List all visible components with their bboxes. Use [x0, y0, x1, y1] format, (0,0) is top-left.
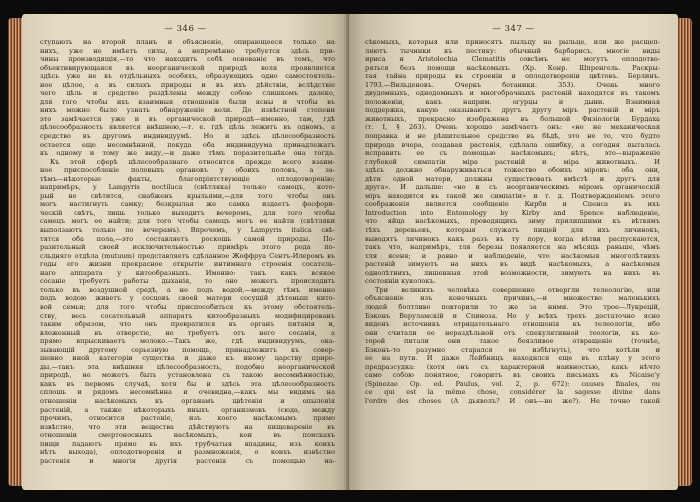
text-line: глубокой симпатіи міра растеній и міра животныхъ. И — [365, 157, 660, 166]
text-line: остается еще несомнѣнной, покуда оба индивидуума принадлежатъ — [40, 140, 335, 149]
text-line: поправка и не рѣшительное средство въ бѣдѣ, это не то, что будто — [365, 132, 660, 141]
text-line: для того чтобы ихъ взаимныя отношенія были ясны и чтобы въ — [40, 97, 335, 106]
text-line: 1793.—Вильденовъ. Очеркъ ботаники. 353). Очень много — [365, 80, 660, 89]
text-line: здѣсь должно обнаруживаться тожество обоихъ міровъ: оба они, — [365, 166, 660, 175]
text-line: цѣлесообразность является внѣшнею,—т. е. гдѣ цѣль лежитъ въ одномъ, а — [40, 123, 335, 132]
text-line: l'ordre des choses (А дьяволъ? И онъ—не же?). Не точно такой — [365, 396, 660, 405]
text-line: прочимъ, относится растеніе, изъ коего насѣкомымъ прямо — [40, 414, 335, 423]
text-line: зывающій другому серьезную помощь, принадлежитъ къ совер- — [40, 345, 335, 354]
text-line: наго аппарата у китообразныхъ. Именно: такъ какъ всякое — [40, 268, 335, 277]
text-line: къ одному и тому же виду,—и даже тѣмъ поразительнѣе она тогда. — [40, 149, 335, 158]
text-line: Бэконъ Веруламскій и Спиноза. Но у всѣхъ трехъ достаточно ясно — [365, 311, 660, 320]
text-line: животныхъ, прекрасно изображена въ большой Физіологіи Бурдаха — [365, 114, 660, 123]
text-line: само собою понятное, говоритъ въ своихъ письмахъ къ Nicaise'у — [365, 371, 660, 380]
open-book — [8, 10, 692, 494]
text-line: это замѣчается уже и въ органической природѣ—именно, там, гдѣ — [40, 114, 335, 123]
text-line: они считали ее нераздѣльной отъ спекулятивной теологіи, къ ко- — [365, 328, 660, 337]
text-line: растенія и многія другія растенія съ помощью на- — [40, 456, 335, 465]
text-line: какъ въ первомъ случаѣ, хотя бы и здѣсь эта цѣлесообразность — [40, 379, 335, 388]
text-line: ступають на второй планъ и объясненіе, опирающееся только на — [40, 38, 335, 46]
left-page — [22, 14, 349, 490]
text-line: природа вчера, создавая растенія, сдѣлала ошибку, а сегодня пыталась — [365, 140, 660, 149]
text-line: тѣхъ деревьевъ, которыя служатъ пищей для ихъ личинокъ, — [365, 226, 660, 235]
text-line: ное цѣлое, а въ силахъ природы и въ ихъ дѣйствіи, вслѣдствіе — [40, 80, 335, 89]
text-line: подъ водою живетъ у сосцовъ своей матери сосущій дѣтеныш кито- — [40, 294, 335, 303]
text-line: друга». И дальше: «но и съ неорганическимъ міромъ органическій — [365, 183, 660, 192]
text-line: нѣтъ выхода), оплодотворенія и размноженія, о коихъ извѣстно — [40, 448, 335, 457]
text-line: объективирующаяся въ неорганической природѣ воля проявляется — [40, 63, 335, 72]
text-line: тля ясеня; и равно и наблюденіе, что насѣкомыя многолѣтнихъ — [365, 251, 660, 260]
left-page-text — [40, 38, 335, 465]
text-line: растеній, а также нѣкоторыхъ иныхъ организмовъ (сюда, между — [40, 405, 335, 414]
text-line: объясненіе изъ конечныхъ причинъ,—и множество маленькихъ — [365, 294, 660, 303]
text-line: растеній зимуютъ на нихъ въ видѣ насѣкомыхъ, а насѣкомыя — [365, 260, 660, 269]
text-line: состояніи куколокъ. — [365, 277, 436, 286]
text-line: чины производящія,—то что находитъ себѣ основаніе въ томъ, что — [40, 55, 335, 64]
text-line: отношеніи насѣкомыхъ къ органамъ цвѣтенія и опыленія — [40, 396, 335, 405]
text-line: сѣкомыхъ, которыя или приносятъ пыльцу на рыльце, или же расщеп- — [365, 38, 660, 46]
text-line: шенно иной категоріи существа и даже къ иному царству приро- — [40, 354, 335, 363]
text-line: извѣстно, что эти вещества дѣйствуютъ на пищевареніе въ — [40, 422, 335, 431]
text-line: ее на пути. И даже Лейбницъ находился еще въ плѣну у этого — [365, 354, 660, 363]
text-line: что яйца насѣкомыхъ, проводящихъ зиму прилипшими къ вѣтвямъ — [365, 217, 660, 226]
text-line: ды,—такъ эта внѣшняя цѣлесообразность, подобно неорганической — [40, 362, 335, 371]
text-line: ству, весь сосательный аппаратъ китообразныхъ модифицированъ — [40, 311, 335, 320]
text-line: прямо впрыскиваетъ молоко.—Такъ же, гдѣ индивидуумъ, ока- — [40, 337, 335, 346]
text-line: поддержка, какую оказываютъ другъ другу міръ растеній и міръ — [365, 106, 660, 115]
text-line: соображенія является сообщеніе Кирби и Спенса въ ихъ — [365, 200, 660, 209]
text-line: міръ находится въ такой же симпатіи» и т. д. Подтвержденіемъ этого — [365, 191, 660, 200]
text-line: нихъ можно было узнать обнаруженіе воли. До извѣстной степени — [40, 106, 335, 115]
text-line: разительный своей исключительностью примѣръ этого рода по- — [40, 243, 335, 252]
text-line: средство въ другомъ индивидуумѣ. Но и здѣсь цѣлесообразность — [40, 132, 335, 141]
text-line: однолѣтнихъ, лишенныя этой возможности, зимуютъ на нихъ въ — [365, 268, 660, 277]
text-line: тѣмъ—нѣкоторые факты, благопріятствующіе оплодотворенію; — [40, 174, 335, 183]
right-page — [349, 14, 678, 490]
text-line: сльдняго отдѣла (mutuum) представляетъ сдѣланное Жоффруа Сентъ-Илеромъ въ — [40, 251, 335, 260]
text-line: Introduction into Entomology by Kirby and Spence наблюденіе, — [365, 208, 660, 217]
text-line: ляютъ тычинки къ пестику: обычный барбарисъ, многіе виды — [365, 46, 660, 55]
text-line: сплошь и рядомъ несомнѣнна и очевидна,—какъ мы видимъ на — [40, 388, 335, 397]
text-line: сосаніе требуетъ работы дыханія, то оно можетъ происходить — [40, 277, 335, 286]
text-line: выводятъ личинокъ какъ разъ въ ту пору, когда вѣтви распускаются, — [365, 234, 660, 243]
text-line: людей болтливо повторили то же за ними. Это трое—Лукрецій, — [365, 302, 660, 311]
text-line: Бэконъ-то разумно старался ее избѣгнуть), что хотѣли и — [365, 345, 660, 354]
text-line: Три великихъ человѣка совершенно отвергли телеологію, или — [375, 285, 660, 294]
left-page-number: — 346 — — [164, 24, 207, 34]
text-line: тятся оба пола,—это составляетъ роскошь самой природы. По- — [40, 234, 335, 243]
right-page-edge — [676, 18, 692, 486]
text-line: такъ что, напримѣръ, тля березы появляется на мѣсяцъ раньше, чѣмъ — [365, 243, 660, 252]
text-line: только въ воздушной средѣ, а не подъ водой,—между тѣмъ именно — [40, 285, 335, 294]
right-page-text — [365, 38, 660, 406]
text-line: исправить ее съ помощью насѣкомыхъ; нѣтъ, это—выраженіе — [365, 149, 660, 158]
text-line: двудомныхъ, однодомныхъ и многобрачныхъ растеній находятся въ такомъ — [365, 89, 660, 98]
text-line: дѣти одной матери, должны существовать вмѣстѣ и другъ для — [365, 174, 660, 183]
text-line: Къ этой сферѣ цѣлесообразнаго относится прежде всего взаим- — [50, 157, 335, 166]
text-line: рый не свѣтится, снабженъ крыльями,—для того чтобы онъ — [40, 191, 335, 200]
text-line: положеніи, какъ наприм. огурцы и дыни. Взаимная — [365, 97, 660, 106]
text-line: ириса и Aristolochia Clematitis совсѣмъ не могутъ оплодотво- — [365, 55, 660, 64]
text-line: (Spinozae Op. ed. Paulus, vol. 2, p. 672): causes finales, ou — [365, 379, 660, 388]
text-line: природѣ, не можетъ быть установлена съ такою несомнѣнностью, — [40, 371, 335, 380]
text-line: (т. I, § 263). Очень хорошо замѣчаетъ онъ: «но не механическая — [365, 123, 660, 132]
text-line: выползаютъ только по вечерамъ). Впрочемъ, у Lampyris italica свѣ- — [40, 226, 335, 235]
text-line: здѣсь уже не въ отдѣльныхъ особяхъ, образующихъ одно самостоятель- — [40, 72, 335, 81]
text-line: таким образом, что онъ превратился въ органъ питанія и, — [40, 320, 335, 329]
text-line: виденъ источникъ отрицательнаго отношенія къ телеологіи, ибо — [365, 320, 660, 329]
text-line: могъ настигнуть самку; безкрылая же самка издаетъ фосфори- — [40, 200, 335, 209]
text-line: ряться безъ помощи насѣкомыхъ. (Хр. Конр. Шпренгель. Раскры- — [365, 63, 660, 72]
right-page-number: — 347 — — [492, 24, 535, 34]
text-line: чего цѣль и средство раздѣлены между собою слишкомъ далеко, — [40, 89, 335, 98]
text-line: торой питали они такое боязливое отвращеніе (точнѣе, — [365, 337, 660, 346]
text-line: пищи падаютъ прямо въ ихъ трубчатыя впадины, изъ коихъ — [40, 439, 335, 448]
text-line: вложенный въ отверстіе, не требуетъ отъ него сосанія, а — [40, 328, 335, 337]
text-line: ческій свѣтъ, лишь только выходитъ вечеромъ, для того чтобы — [40, 208, 335, 217]
text-line: ce qui est la même chose, considérer la sagesse divine dans — [365, 388, 660, 397]
text-line: вой семьи; для того чтобы приспособиться къ этому обстоятель- — [40, 302, 335, 311]
text-line: тая тайна природы въ строеніи и оплодотвореніи цвѣтовъ. Берлинъ. — [365, 72, 660, 81]
text-line: нихъ, уже не имѣетъ силы, а непремѣнно требуется здѣсь при- — [40, 46, 335, 55]
text-line: годы его жизни прекрасное открытіе интимнаго строенія сосатель- — [40, 260, 335, 269]
text-line: ное приспособленіе половыхъ органовъ у обоихъ половъ, а за- — [40, 166, 335, 175]
text-line: отношеніи смертоносныхъ насѣкомыхъ, кои въ поискахъ — [40, 431, 335, 440]
text-line: самецъ могъ ее найти; для того чтобы самецъ могъ ее найти (свѣтляки — [40, 217, 335, 226]
text-line: напримѣръ, у Lampyris noctiluca (свѣтляка) только самецъ, кото- — [40, 183, 335, 192]
text-line: предразсудка: (хотя онъ съ характерной наивностью, какъ нѣчто — [365, 362, 660, 371]
